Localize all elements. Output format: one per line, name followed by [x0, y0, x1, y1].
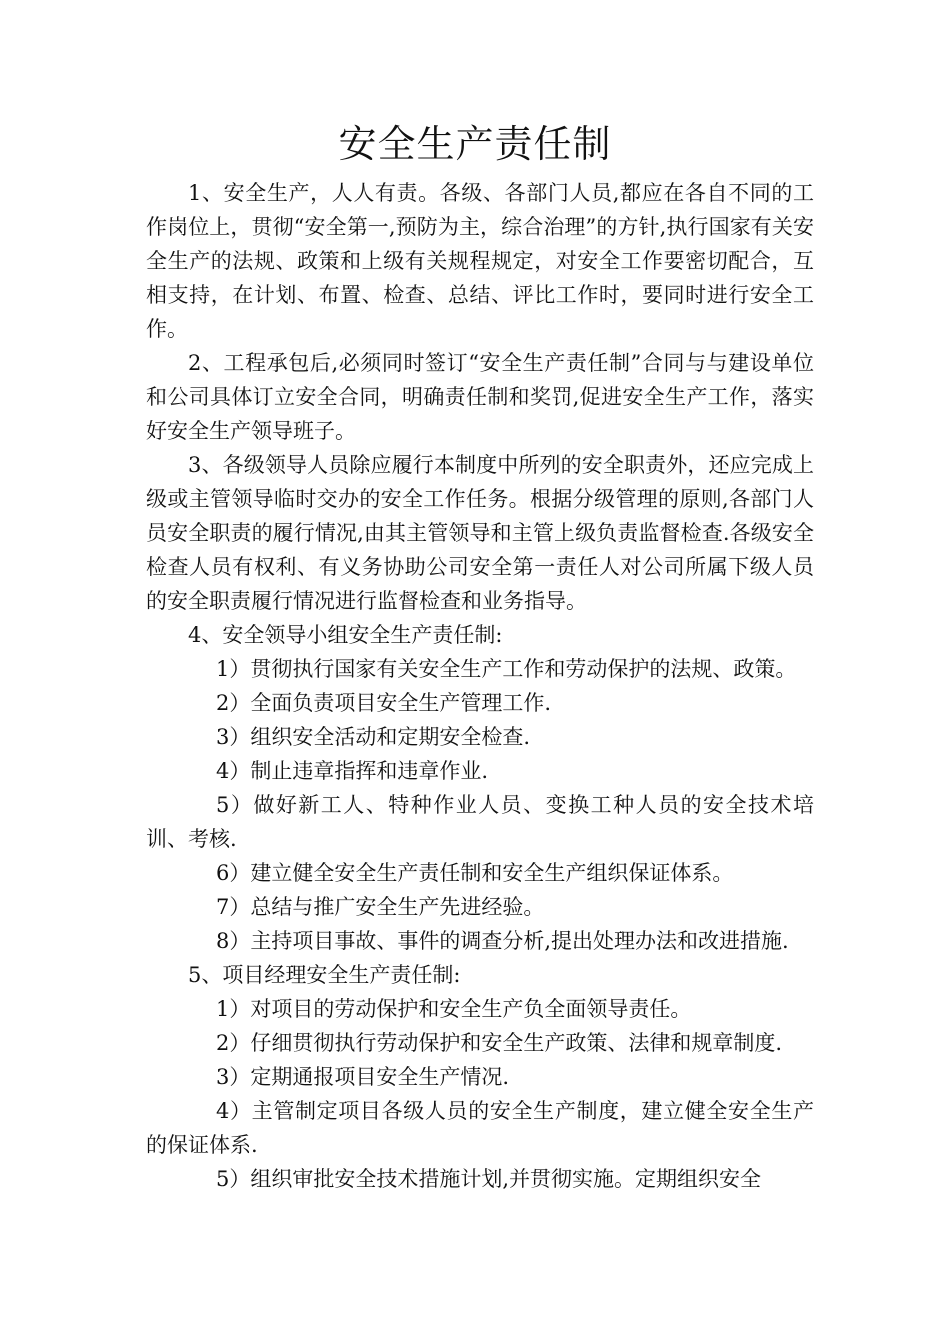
list-item: 1）对项目的劳动保护和安全生产负全面领导责任。: [216, 997, 692, 1021]
paragraph-5-heading: 5、项目经理安全生产责任制:: [188, 963, 461, 987]
list-item: 4）制止违章指挥和违章作业.: [216, 759, 489, 783]
paragraph-1: 1、安全生产，人人有责。各级、各部门人员,都应在各自不同的工作岗位上，贯彻“安全第一,预防为主，综合治理”的方针,执行国家有关安全生产的法规、政策和上级有关规程规定，对安全工作要密切配合，互相支持，在计划、布置、检查、总结、评比工作时，要同时进行安全工作。: [146, 181, 814, 341]
list-item: 7）总结与推广安全生产先进经验。: [216, 895, 545, 919]
document-title: 安全生产责任制: [338, 122, 612, 166]
list-item: 5）做好新工人、特种作业人员、变换工种人员的安全技术培训、考核.: [146, 793, 814, 851]
list-item: 5）组织审批安全技术措施计划,并贯彻实施。定期组织安全: [216, 1167, 762, 1191]
list-item: 3）定期通报项目安全生产情况.: [216, 1065, 510, 1089]
list-item: 2）仔细贯彻执行劳动保护和安全生产政策、法律和规章制度.: [216, 1031, 783, 1055]
list-item: 2）全面负责项目安全生产管理工作.: [216, 691, 552, 715]
list-item: 1）贯彻执行国家有关安全生产工作和劳动保护的法规、政策。: [216, 657, 797, 681]
paragraph-3: 3、各级领导人员除应履行本制度中所列的安全职责外，还应完成上级或主管领导临时交办的安全工作任务。根据分级管理的原则,各部门人员安全职责的履行情况,由其主管领导和主管上级负责监督检查.各级安全检查人员有权利、有义务协助公司安全第一责任人对公司所属下级人员的安全职责履行情况进行监督检查和业务指导。: [146, 453, 814, 613]
list-item: 6）建立健全安全生产责任制和安全生产组织保证体系。: [216, 861, 734, 885]
list-item: 4）主管制定项目各级人员的安全生产制度，建立健全安全生产的保证体系.: [146, 1099, 814, 1157]
list-item: 8）主持项目事故、事件的调查分析,提出处理办法和改进措施.: [216, 929, 789, 953]
paragraph-2: 2、工程承包后,必须同时签订“安全生产责任制”合同与与建设单位和公司具体订立安全合同，明确责任制和奖罚,促进安全生产工作，落实好安全生产领导班子。: [146, 351, 814, 443]
document-body: [146, 176, 814, 1196]
paragraph-4-heading: 4、安全领导小组安全生产责任制:: [188, 623, 503, 647]
list-item: 3）组织安全活动和定期安全检查.: [216, 725, 531, 749]
